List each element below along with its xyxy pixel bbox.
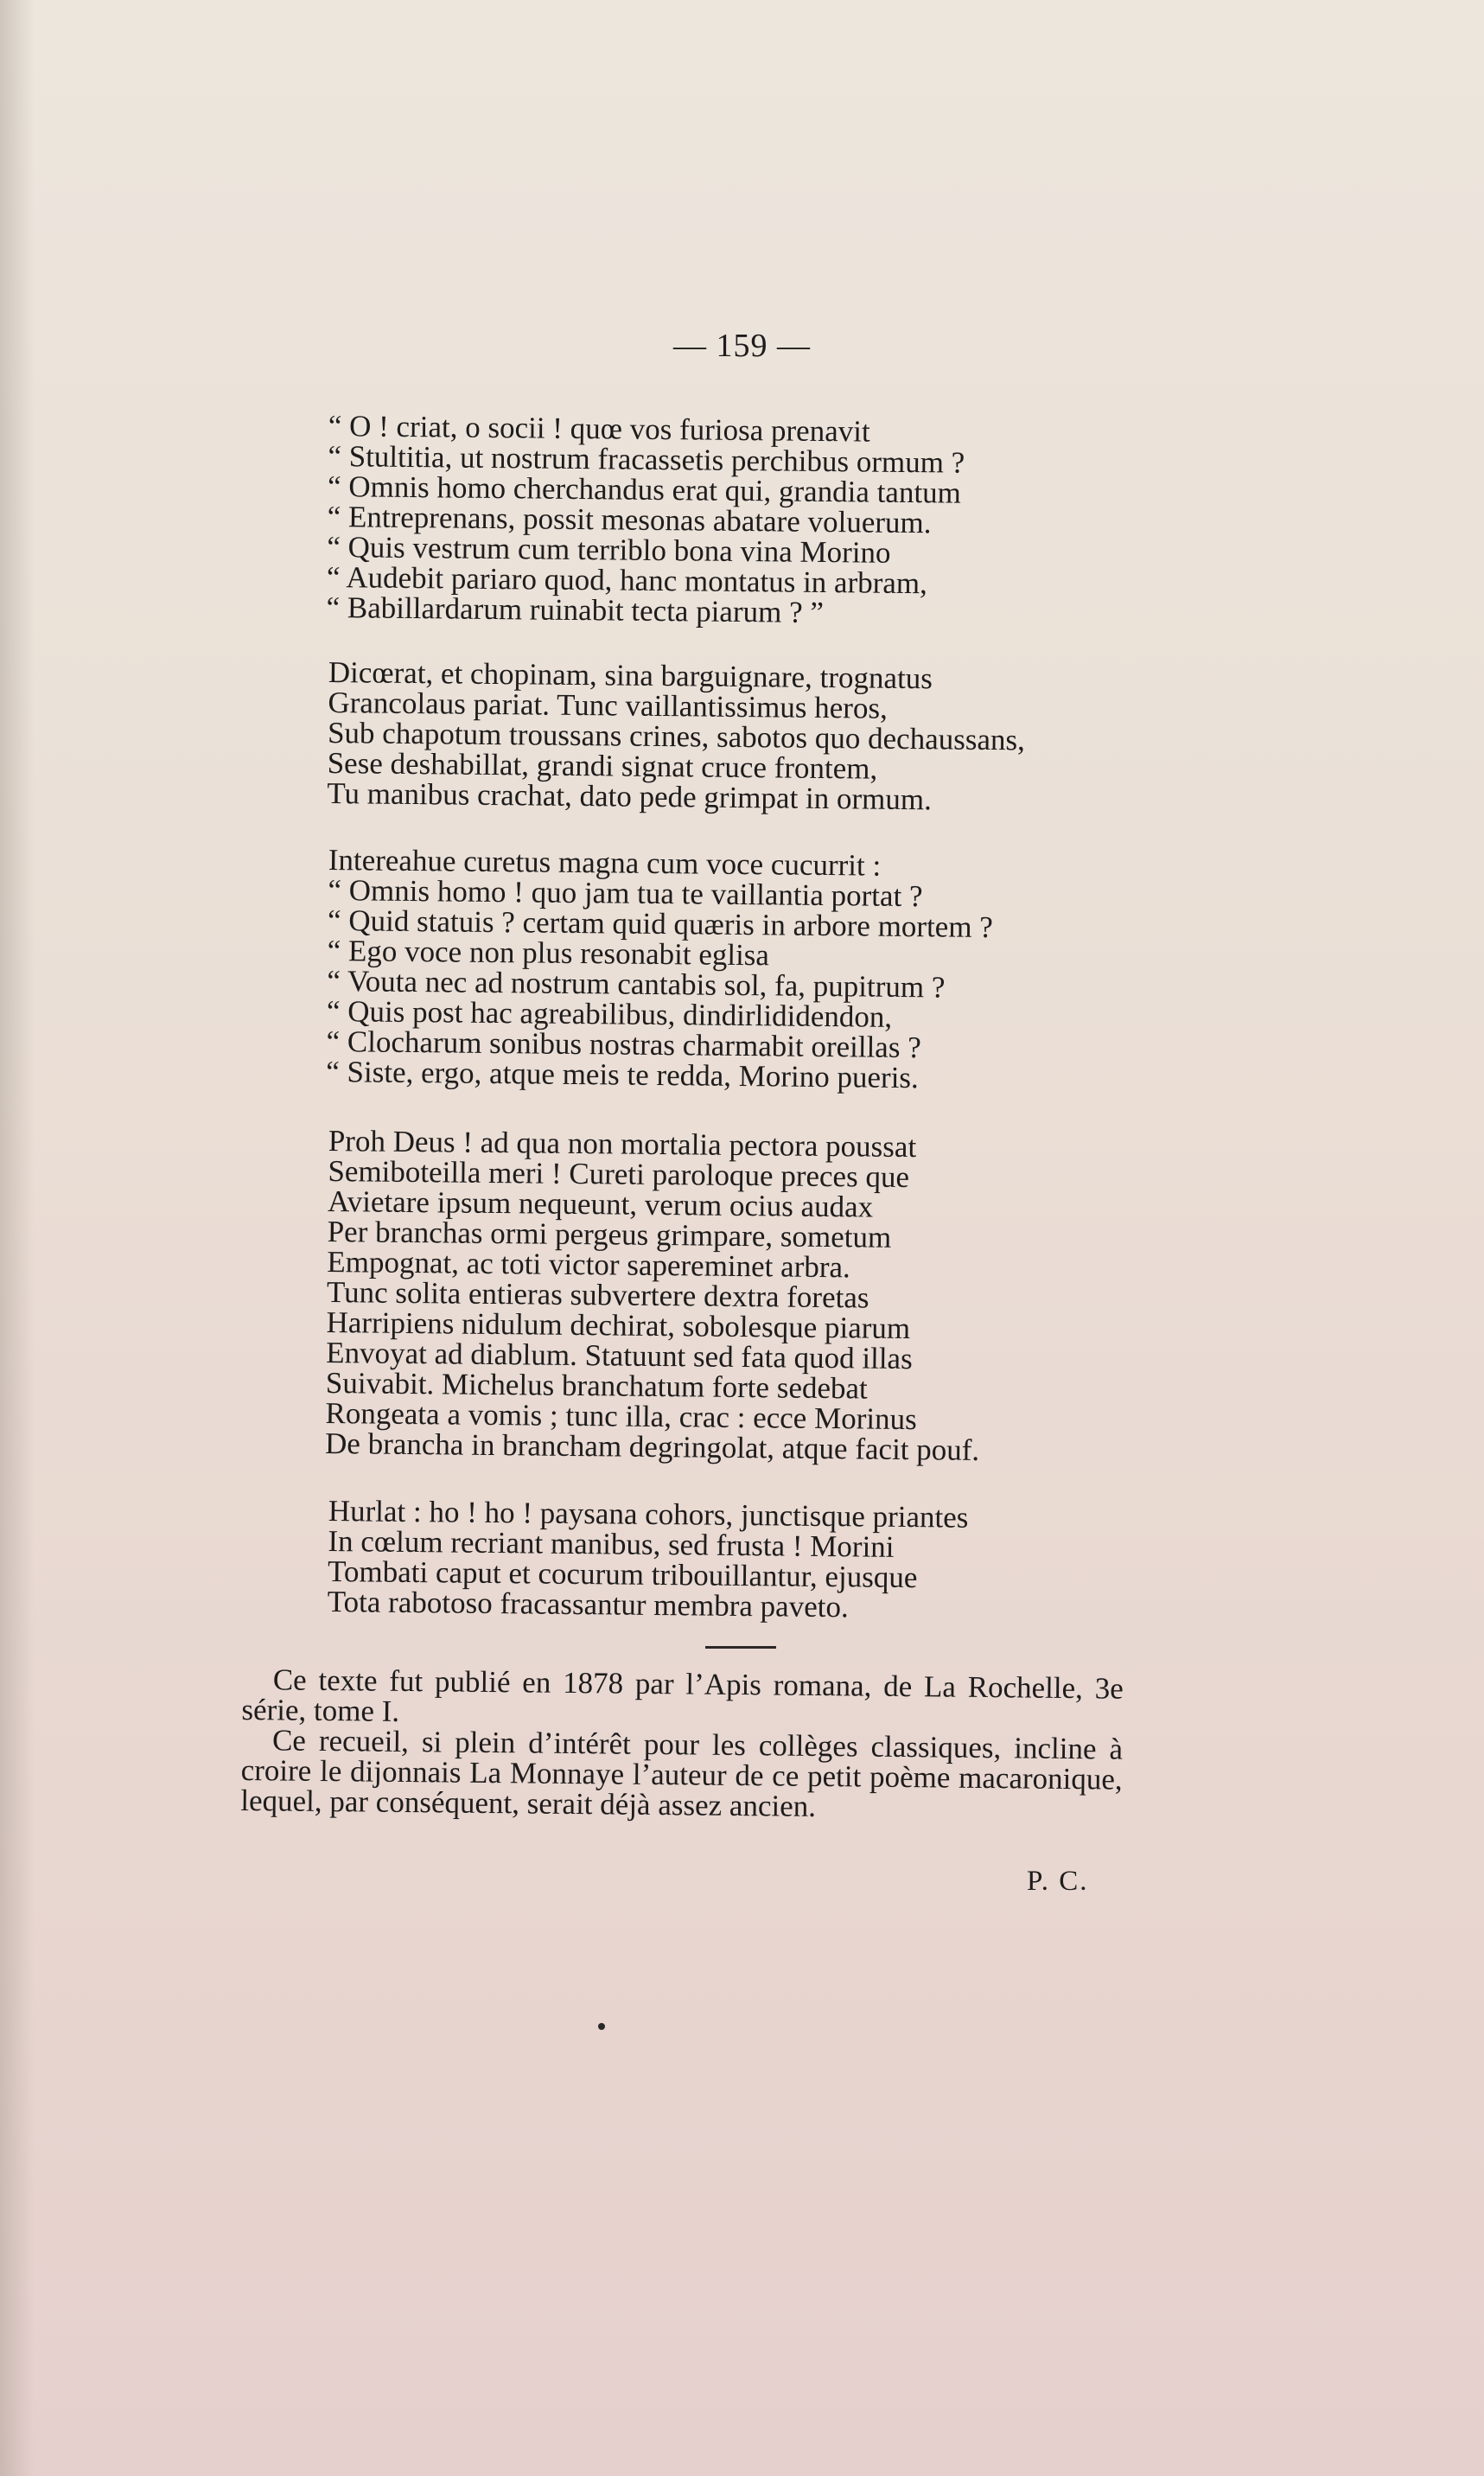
editorial-note <box>240 1664 1124 1825</box>
poem-line: “ Audebit pariaro quod, hanc montatus in arbram, <box>326 559 928 601</box>
poem-line: Rongeata a vomis ; tunc illa, crac : ecce Morinus <box>325 1395 917 1437</box>
poem-line: “ Omnis homo cherchandus erat qui, grandia tantum <box>327 469 962 510</box>
note-paragraph-2: Ce recueil, si plein d’intérêt pour les collèges classiques, incline à croire le dijonnais La Monnaye l’auteur de ce petit poème macaronique, lequel, par conséquent, serait déjà assez ancien. <box>240 1723 1124 1823</box>
poem-line: “ Quid statuis ? certam quid quæris in arbore mortem ? <box>327 903 994 945</box>
poem-stanza-3 <box>326 845 1158 1095</box>
poem-line: “ Ego voce non plus resonabit eglisa <box>327 933 770 973</box>
poem-line: Hurlat : ho ! ho ! paysana cohors, junctisque priantes <box>328 1494 969 1535</box>
poem-stanza-5 <box>328 1496 1158 1625</box>
poem-line: “ Quis post hac agreabilibus, dindirlididendon, <box>326 993 893 1034</box>
poem-line: “ Vouta nec ad nostrum cantabis sol, fa, pupitrum ? <box>327 963 946 1005</box>
note-paragraph-1: Ce texte fut publié en 1878 par l’Apis romana, de La Rochelle, 3e série, tome I. <box>241 1662 1124 1728</box>
poem-line: “ Quis vestrum cum terriblo bona vina Morino <box>327 529 891 570</box>
poem-stanza-1 <box>326 411 1158 631</box>
poem-line: Tunc solita entieras subvertere dextra foretas <box>326 1274 869 1315</box>
poem-line: Tombati caput et cocurum tribouillantur, ejusque <box>327 1554 918 1595</box>
page-number: — 159 — <box>673 328 811 364</box>
poem-stanza-2 <box>327 657 1158 817</box>
poem-line: “ Stultitia, ut nostrum fracassetis perchibus ormum ? <box>328 438 965 480</box>
poem-line: Harripiens nidulum dechirat, sobolesque piarum <box>326 1305 911 1346</box>
poem-line: Sese deshabillat, grandi signat cruce frontem, <box>327 745 878 786</box>
poem-line: Envoyat ad diablum. Statuunt sed fata quod illas <box>326 1335 913 1376</box>
poem-line: Per branchas ormi pergeus grimpare, sometum <box>327 1214 892 1254</box>
page-spine-shadow <box>0 0 35 2476</box>
poem-stanza-4 <box>325 1126 1158 1467</box>
poem-line: De brancha in brancham degringolat, atque facit pouf. <box>324 1426 980 1467</box>
poem-line: “ Omnis homo ! quo jam tua te vaillantia portat ? <box>328 872 923 914</box>
poem-line: Avietare ipsum nequeunt, verum ocius audax <box>327 1184 874 1224</box>
poem-line: “ O ! criat, o socii ! quœ vos furiosa prenavit <box>328 409 870 449</box>
poem-line: Proh Deus ! ad qua non mortalia pectora poussat <box>328 1124 917 1165</box>
poem-line: Suivabit. Michelus branchatum forte sedebat <box>325 1365 868 1406</box>
poem-line: Intereahue curetus magna cum voce cucurrit : <box>328 843 882 883</box>
poem-line: Tota rabotoso fracassantur membra paveto. <box>327 1584 849 1624</box>
poem-line: “ Siste, ergo, atque meis te redda, Morino pueris. <box>326 1054 919 1095</box>
section-divider-rule <box>705 1646 776 1649</box>
poem-line: Dicœrat, et chopinam, sina barguignare, trognatus <box>328 655 933 696</box>
poem-line: Empognat, ac toti victor sapereminet arbra. <box>327 1244 850 1285</box>
poem-line: “ Entreprenans, possit mesonas abatare voluerum. <box>327 499 932 540</box>
poem-line: In cœlum recriant manibus, sed frusta ! Morini <box>328 1523 895 1564</box>
poem-line: Tu manibus crachat, dato pede grimpat in ormum. <box>327 775 933 817</box>
poem-line: “ Clocharum sonibus nostras charmabit oreillas ? <box>326 1024 921 1065</box>
poem-line: Grancolaus pariat. Tunc vaillantissimus heros, <box>328 685 888 725</box>
print-mark-dot <box>598 2023 605 2030</box>
poem-line: Sub chapotum troussans crines, sabotos quo dechaussans, <box>327 715 1026 757</box>
poem-line: Semiboteilla meri ! Cureti paroloque preces que <box>328 1153 910 1195</box>
author-initials: P. C. <box>1027 1866 1089 1897</box>
poem-line: “ Babillardarum ruinabit tecta piarum ? ” <box>326 590 825 630</box>
